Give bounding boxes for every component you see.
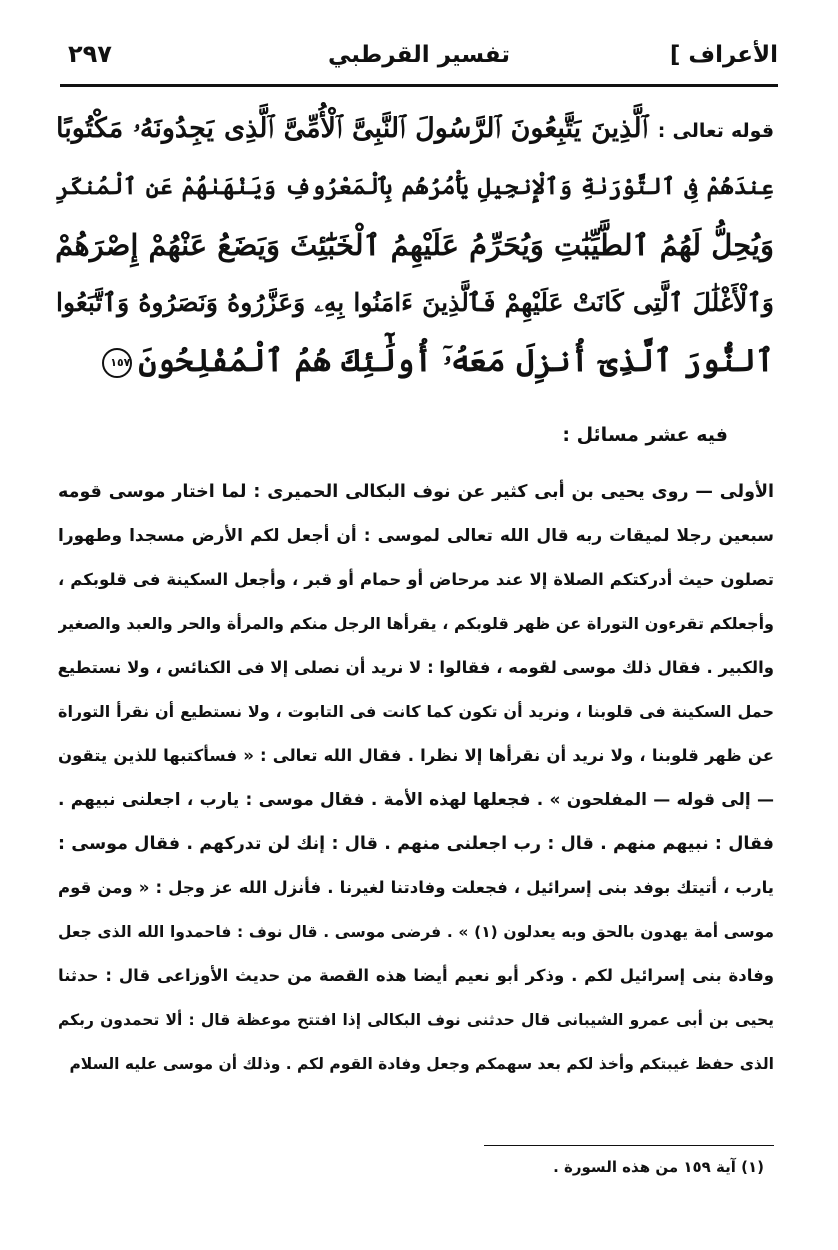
body-line: حمل السكينة فى قلوبنا ، ونريد أن تكون كما كانت فى التابوت ، ولا نستطيع أن نقرأ التوراة — [58, 702, 774, 721]
body-line: والكبير . فقال ذلك موسى لقومه ، فقالوا : لا نريد أن نصلى إلا فى الكنائس ، ولا نستطيع — [58, 658, 774, 677]
body-line: الأولى — روى يحيى بن أبى كثير عن نوف البكالى الحميرى : لما اختار موسى قومه — [58, 482, 774, 502]
verse-line: وَيُحِلُّ لَهُمُ ٱلطَّيِّبَٰتِ وَيُحَرِّمُ عَلَيْهِمُ ٱلْخَبَٰٓئِثَ وَيَضَعُ عَنْهُمْ إِصْرَهُمْ — [55, 228, 774, 262]
verse-text: ٱلنُّورَ ٱلَّذِىٓ أُنزِلَ مَعَهُۥٓ أُولَٰٓئِكَ هُمُ ٱلْمُفْلِحُونَ — [138, 343, 774, 379]
verse-line: عِندَهُمْ فِى ٱلتَّوْرَىٰةِ وَٱلْإِنجِيلِ يَأْمُرُهُم بِٱلْمَعْرُوفِ وَيَنْهَىٰهُمْ عَنِ ٱلْمُنكَرِ — [56, 173, 774, 200]
header-rule — [60, 84, 778, 87]
verse-line — [56, 332, 774, 390]
verse-line: وَٱلْأَغْلَٰلَ ٱلَّتِى كَانَتْ عَلَيْهِمْ فَٱلَّذِينَ ءَامَنُوا بِهِۦ وَعَزَّرُوهُ وَنَصَرُوهُ وَٱتَّبَعُوا — [56, 288, 774, 317]
page-number: ٢٩٧ — [68, 40, 112, 68]
ayah-number-marker: ١٥٧ — [102, 348, 132, 378]
body-line: موسى أمة يهدون بالحق وبه يعدلون (١) » . فرضى موسى . قال نوف : فاحمدوا الله الذى جعل — [58, 923, 774, 941]
book-title: تفسير القرطبي — [327, 42, 510, 68]
body-line: وأجعلكم تقرءون التوراة عن ظهر قلوبكم ، يقرأها الرجل منكم والمرأة والحر والعبد والصغير — [58, 614, 774, 633]
page-header — [60, 38, 778, 82]
body-line: الذى حفظ غيبتكم وأخذ لكم بعد سهمكم وجعل وفادة القوم لكم . وذلك أن موسى عليه السلام — [69, 1055, 774, 1073]
body-line: يحيى بن أبى عمرو الشيبانى قال حدثنى نوف البكالى إذا افتتح موعظة قال : ألا تحمدون ربكم — [58, 1011, 774, 1029]
body-line: يارب ، أتيتك بوفد بنى إسرائيل ، فجعلت وفادتنا لغيرنا . فأنزل الله عز وجل : « ومن قوم — [58, 878, 774, 897]
verse-block — [56, 100, 774, 390]
body-line: عن ظهر قلوبنا ، ولا نريد أن نقرأها إلا نظرا . فقال الله تعالى : « فسأكتبها للذين يتقون — [58, 746, 774, 765]
footnote-rule — [484, 1145, 774, 1146]
verse-text: ٱلَّذِينَ يَتَّبِعُونَ ٱلرَّسُولَ ٱلنَّبِىَّ ٱلْأُمِّىَّ ٱلَّذِى يَجِدُونَهُۥ مَكْتُوبًا — [56, 113, 648, 144]
body-line: — إلى قوله — المفلحون » . فجعلها لهذه الأمة . فقال موسى : يارب ، اجعلنى نبيهم . — [58, 790, 774, 810]
verse-intro: قوله تعالى : — [657, 120, 775, 142]
body-line: وفادة بنى إسرائيل لكم . وذكر أبو نعيم أيضا هذه القصة من حديث الأوزاعى قال : حدثنا — [58, 966, 774, 985]
section-subheading: فيه عشر مسائل : — [562, 424, 728, 446]
commentary-body — [58, 470, 774, 1086]
body-line: تصلون حيث أدركتكم الصلاة إلا عند مرحاض أو حمام أو قبر ، وأجعل السكينة فى قلوبكم ، — [58, 570, 774, 589]
body-line: فقال : نبيهم منهم . قال : رب اجعلنى منهم . قال : إنك لن تدركهم . فقال موسى : — [58, 834, 774, 854]
body-line: سبعين رجلا لميقات ربه قال الله تعالى لموسى : أن أجعل لكم الأرض مسجدا وطهورا — [58, 526, 774, 546]
verse-line — [56, 100, 774, 158]
surah-name: الأعراف ] — [669, 42, 778, 68]
footnote: (١) آية ١٥٩ من هذه السورة . — [553, 1158, 764, 1176]
